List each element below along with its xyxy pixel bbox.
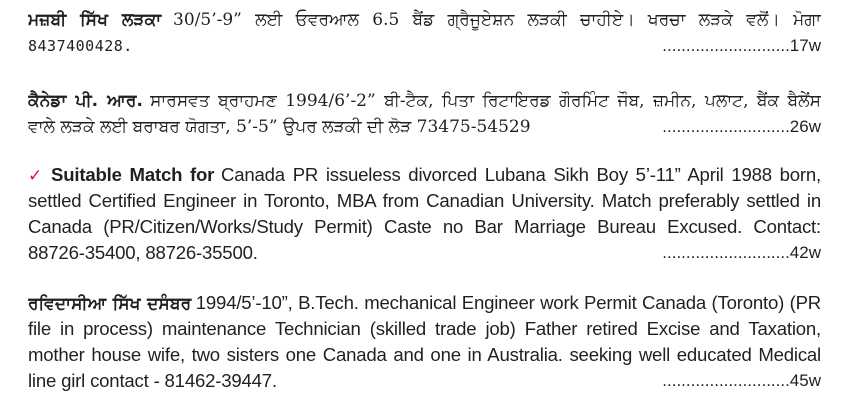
ad-1-line-1	[28, 7, 821, 33]
ad-3-heading: Suitable Match for	[51, 164, 215, 185]
ad-1-phone: 8437400428.	[28, 37, 133, 55]
ad-4-text-line-4: line girl contact - 81462-39447.	[28, 370, 277, 391]
ad-1-text: 30/5’-9” ਲਈ ਓਵਰਆਲ 6.5 ਬੈਂਡ ਗ੍ਰੈਜੂਏਸ਼ਨ ਲੜਕੀ ਚਾਹੀਏ। ਖਰਚਾ ਲੜਕੇ ਵਲੋਂ। ਮੋਗਾ	[173, 10, 821, 30]
ad-4-text-line-2: file in process) maintenance Technician (skilled trade job) Father retired Excise and Taxation,	[28, 318, 821, 339]
ad-4-ref-code: ...........................45w	[662, 371, 821, 390]
checkmark-icon: ✓	[28, 166, 46, 186]
ad-2-line-1	[28, 88, 821, 114]
ad-2-text-cont: ਵਾਲੇ ਲੜਕੇ ਲਈ ਬਰਾਬਰ ਯੋਗਤਾ, 5’-5” ਉਪਰ ਲੜਕੀ ਦੀ ਲੋੜ 73475-54529	[28, 117, 531, 137]
ad-2-line-2	[28, 114, 821, 140]
ad-3-text-line-3: Canada (PR/Citizen/Works/Study Permit) Caste no Bar Marriage Bureau Excused. Contact:	[28, 216, 821, 237]
ad-3-line-4	[28, 240, 821, 266]
ad-1-line-2	[28, 33, 821, 59]
ad-1-ref-code: ...........................17w	[662, 36, 821, 55]
ad-3-text-line-4: 88726-35400, 88726-35500.	[28, 242, 258, 263]
ad-4-text-line-3: mother house wife, two sisters one Canada and one in Australia. seeking well educated Medical	[28, 344, 821, 365]
classified-ad-1	[28, 7, 821, 59]
ad-2-ref-code: ...........................26w	[662, 117, 821, 136]
ad-3-line-1	[28, 162, 821, 188]
ad-4-line-4	[28, 368, 821, 394]
ad-4-line-1	[28, 290, 821, 316]
ad-3-text-line-1: Canada PR issueless divorced Lubana Sikh Boy 5’-11” April 1988 born,	[221, 164, 821, 185]
classified-ad-4	[28, 290, 821, 394]
ad-4-text-line-1: 1994/5’-10”, B.Tech. mechanical Engineer work Permit Canada (Toronto) (PR	[195, 292, 821, 313]
classified-ad-3	[28, 162, 821, 266]
ad-3-text-line-2: settled Certified Engineer in Toronto, MBA from Canadian University. Match preferably settled in	[28, 190, 821, 211]
ad-4-heading: ਰਵਿਦਾਸੀਆ ਸਿੱਖ ਦਸੰਬਰ	[28, 294, 192, 314]
classified-ad-2	[28, 88, 821, 140]
ad-2-text: ਸਾਰਸਵਤ ਬ੍ਰਾਹਮਣ 1994/6’-2” ਬੀ-ਟੈਕ, ਪਿਤਾ ਰਿਟਾਇਰਡ ਗੌਰਮਿੰਟ ਜੌਬ, ਜ਼ਮੀਨ, ਪਲਾਟ, ਬੈਂਕ ਬੈਲੇਂਸ	[150, 91, 821, 111]
ad-3-ref-code: ...........................42w	[662, 243, 821, 262]
ad-1-heading: ਮਜ਼ਬੀ ਸਿੱਖ ਲੜਕਾ	[28, 10, 162, 30]
ad-2-heading: ਕੈਨੇਡਾ ਪੀ. ਆਰ.	[28, 91, 144, 111]
